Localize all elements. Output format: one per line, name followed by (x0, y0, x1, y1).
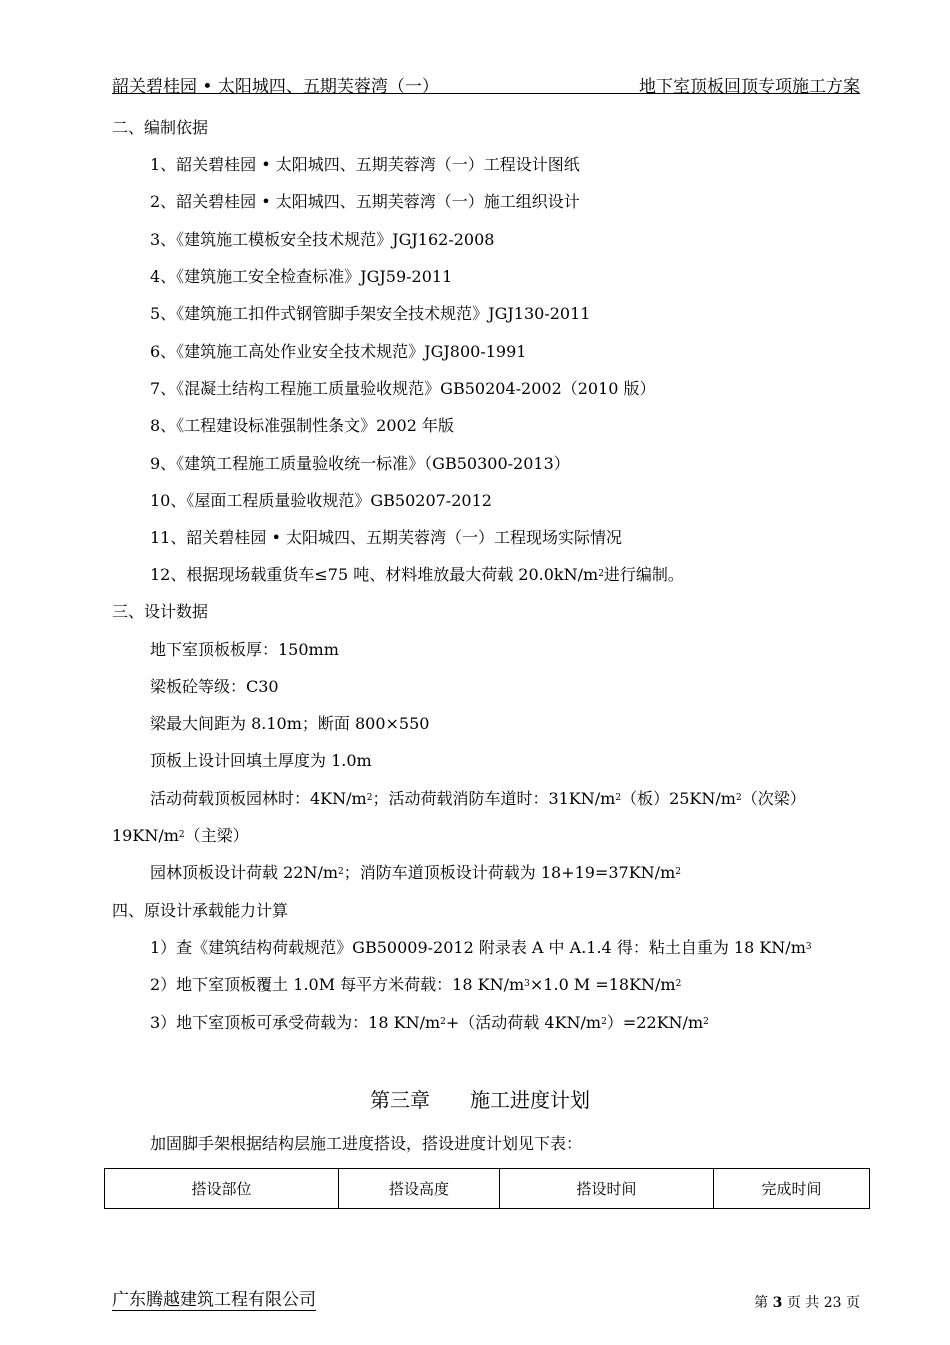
chapter-title: 施工进度计划 (470, 1088, 590, 1112)
basis-item-6: 6、《建筑施工高处作业安全技术规范》JGJ800-1991 (150, 342, 527, 361)
basis-item-7: 7、《混凝土结构工程施工质量验收规范》GB50204-2002（2010 版） (150, 379, 656, 398)
col-header-location: 搭设部位 (105, 1169, 339, 1209)
design-load-line: 园林顶板设计荷载 $22N/m^2$；消防车道顶板设计荷载为 $18+19=37KN/m^2$ (150, 863, 681, 882)
section-capacity-title: 四、原设计承载能力计算 (112, 901, 289, 920)
slab-thickness: 地下室顶板板厚：150mm (150, 640, 339, 659)
basis-item-1: 1、韶关碧桂园 • 太阳城四、五期芙蓉湾（一）工程设计图纸 (150, 155, 580, 174)
section-design-data-title: 三、设计数据 (112, 602, 209, 621)
basis-item-8: 8、《工程建设标准强制性条文》2002 年版 (150, 416, 454, 435)
capacity-step-2: 2）地下室顶板覆土 1.0M 每平方米荷载：18 $KN/m^3\times 1.0$ $M =18KN/m^2$ (150, 975, 682, 994)
schedule-table-header-row (105, 1169, 870, 1209)
header-project-name: 韶关碧桂园 • 太阳城四、五期芙蓉湾（一） (112, 77, 439, 97)
col-header-height: 搭设高度 (339, 1169, 500, 1209)
basis-item-4: 4、《建筑施工安全检查标准》JGJ59-2011 (150, 267, 453, 286)
basis-item-2: 2、韶关碧桂园 • 太阳城四、五期芙蓉湾（一）施工组织设计 (150, 192, 580, 211)
concrete-grade: 梁板砼等级：C30 (150, 677, 279, 696)
basis-item-12: 12、根据现场载重货车≤75 吨、材料堆放最大荷载 $20.0kN/m^2$进行编制。 (150, 565, 684, 584)
basis-item-5: 5、《建筑施工扣件式钢管脚手架安全技术规范》JGJ130-2011 (150, 304, 591, 323)
basis-item-9: 9、《建筑工程施工质量验收统一标准》（GB50300-2013） (150, 454, 570, 473)
basis-item-3: 3、《建筑施工模板安全技术规范》JGJ162-2008 (150, 230, 495, 249)
capacity-step-1: 1）查《建筑结构荷载规范》GB50009-2012 附录表 A 中 A.1.4 得：粘土自重为 18 $KN/m^3$ (150, 938, 812, 957)
col-header-start-time: 搭设时间 (500, 1169, 714, 1209)
live-load-line: 活动荷载顶板园林时：$4KN/m^2$；活动荷载消防车道时：$31KN/m^2$（板）$25KN/m^2$（次梁） (150, 789, 806, 808)
header-document-title: 地下室顶板回顶专项施工方案 (639, 77, 860, 97)
backfill-thickness: 顶板上设计回填土厚度为 1.0m (150, 751, 372, 770)
beam-spacing: 梁最大间距为 8.10m；断面 800×550 (150, 714, 430, 733)
header-divider (112, 93, 860, 94)
footer-company: 广东腾越建筑工程有限公司 (112, 1290, 316, 1310)
schedule-intro: 加固脚手架根据结构层施工进度搭设，搭设进度计划见下表： (150, 1134, 583, 1153)
section-basis-title: 二、编制依据 (112, 118, 209, 137)
schedule-table (104, 1168, 870, 1209)
basis-item-10: 10、《屋面工程质量验收规范》GB50207-2012 (150, 491, 492, 510)
chapter-number: 第三章 (370, 1088, 430, 1112)
basis-item-11: 11、韶关碧桂园 • 太阳城四、五期芙蓉湾（一）工程现场实际情况 (150, 528, 622, 547)
col-header-finish-time: 完成时间 (714, 1169, 870, 1209)
page-number: 第 3 页 共 23 页 (754, 1295, 860, 1311)
capacity-step-3: 3）地下室顶板可承受荷载为：18 $KN/m^2+$（活动荷载 $4KN/m^2)=22KN/m^2$ (150, 1013, 709, 1032)
live-load-line-continued: $19KN/m^2$（主梁） (112, 826, 249, 845)
